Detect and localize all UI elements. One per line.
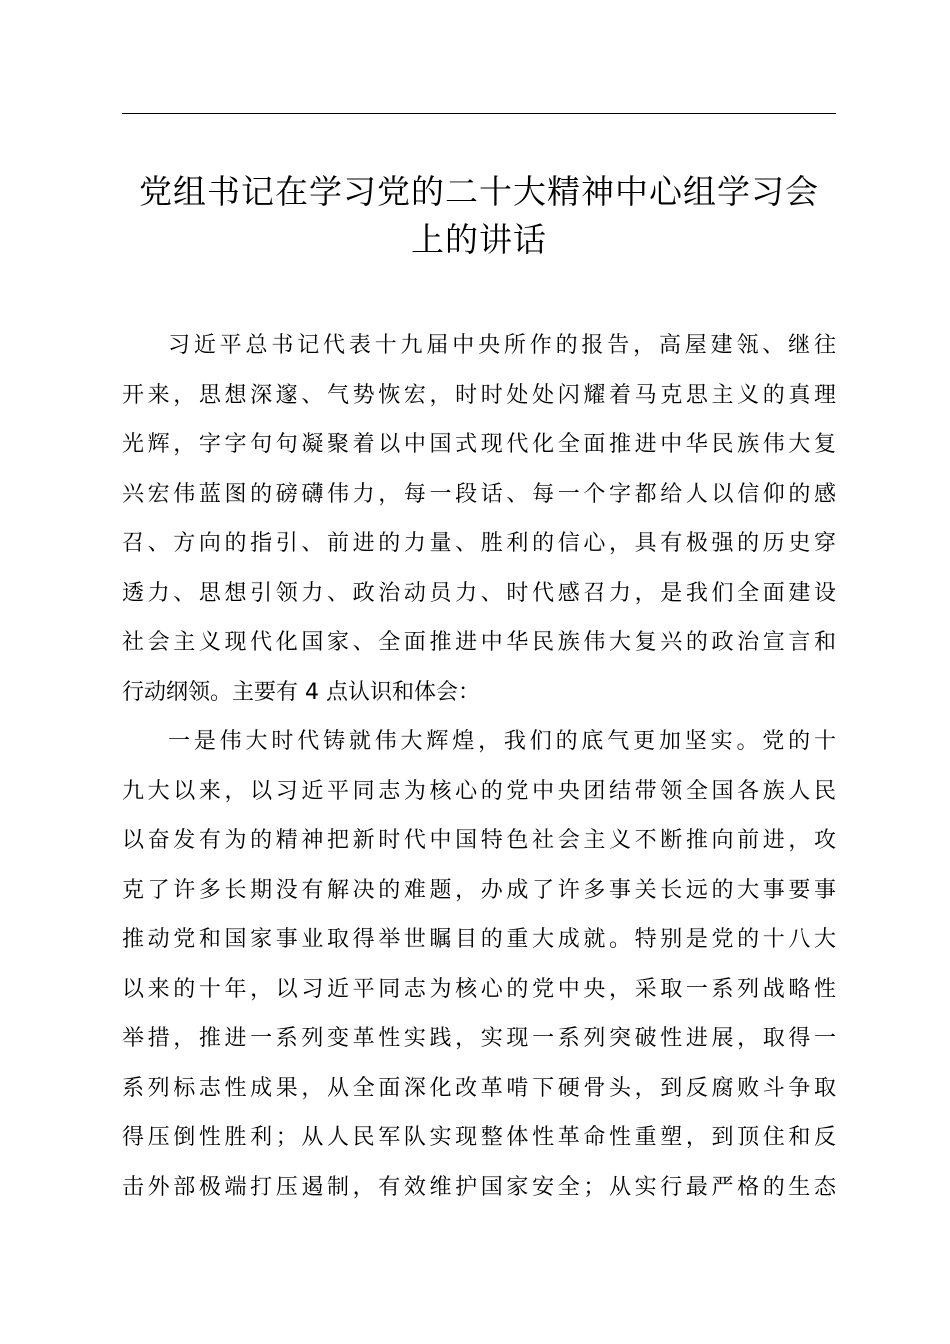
paragraph-1 bbox=[122, 321, 836, 717]
paragraph-2 bbox=[122, 717, 836, 1212]
header-rule bbox=[122, 113, 836, 114]
title-line-2: 上的讲话 bbox=[411, 220, 547, 259]
text-line: 以奋发有为的精神把新时代中国特色社会主义不断推向前进，攻 bbox=[122, 828, 836, 853]
text-line: 行动纲领。主要有 4 点认识和体会： bbox=[122, 679, 480, 705]
document-title bbox=[122, 168, 836, 264]
text-line: 得压倒性胜利；从人民军队实现整体性革命性重塑，到顶住和反 bbox=[122, 1125, 836, 1150]
text-line: 克了许多长期没有解决的难题，办成了许多事关长远的大事要事 bbox=[122, 877, 836, 903]
document-body bbox=[122, 321, 836, 1212]
text-line: 透力、思想引领力、政治动员力、时代感召力，是我们全面建设 bbox=[122, 580, 836, 606]
text-line: 兴宏伟蓝图的磅礴伟力，每一段话、每一个字都给人以信仰的感 bbox=[122, 481, 836, 507]
text-line: 击外部极端打压遏制，有效维护国家安全；从实行最严格的生态 bbox=[122, 1174, 836, 1200]
text-line: 社会主义现代化国家、全面推进中华民族伟大复兴的政治宣言和 bbox=[122, 630, 836, 655]
text-line: 召、方向的指引、前进的力量、胜利的信心，具有极强的历史穿 bbox=[122, 531, 836, 556]
text-line: 系列标志性成果，从全面深化改革啃下硬骨头，到反腐败斗争取 bbox=[122, 1075, 836, 1101]
text-line: 以来的十年，以习近平同志为核心的党中央，采取一系列战略性 bbox=[122, 976, 836, 1002]
text-line: 一是伟大时代铸就伟大辉煌，我们的底气更加坚实。党的十 bbox=[168, 729, 836, 754]
text-line: 开来，思想深邃、气势恢宏，时时处处闪耀着马克思主义的真理 bbox=[122, 382, 836, 408]
text-line: 九大以来，以习近平同志为核心的党中央团结带领全国各族人民 bbox=[122, 778, 836, 804]
text-line: 光辉，字字句句凝聚着以中国式现代化全面推进中华民族伟大复 bbox=[122, 432, 836, 457]
text-line: 推动党和国家事业取得举世瞩目的重大成就。特别是党的十八大 bbox=[122, 927, 836, 952]
title-line-1: 党组书记在学习党的二十大精神中心组学习会 bbox=[139, 172, 819, 211]
text-line: 举措，推进一系列变革性实践，实现一系列突破性进展，取得一 bbox=[122, 1026, 836, 1051]
text-line: 习近平总书记代表十九届中央所作的报告，高屋建瓴、继往 bbox=[168, 333, 836, 358]
